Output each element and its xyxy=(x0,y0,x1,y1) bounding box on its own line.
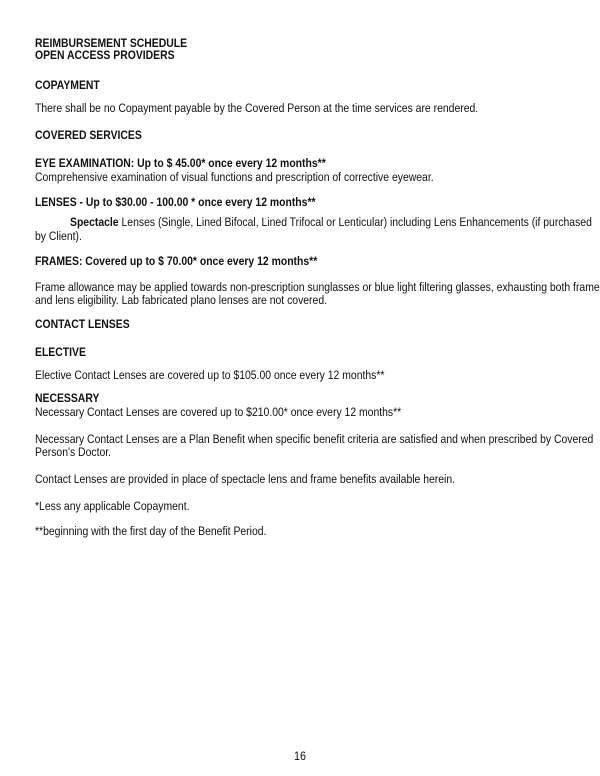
eye-exam-text: Comprehensive examination of visual functions and prescription of corrective eyewear. xyxy=(35,170,434,184)
eye-exam-heading: EYE EXAMINATION: Up to $ 45.00* once every 12 months** xyxy=(35,156,326,170)
frames-text-line1: Frame allowance may be applied towards non-prescription sunglasses or blue light filtering glasses, exhausting both frame xyxy=(35,280,600,294)
lenses-bold-word: Spectacle xyxy=(70,215,119,229)
necessary-heading: NECESSARY xyxy=(35,391,100,405)
lenses-text-line1: Lenses (Single, Lined Bifocal, Lined Trifocal or Lenticular) including Lens Enhancements (if purchased xyxy=(118,215,592,229)
footnote-single: *Less any applicable Copayment. xyxy=(35,499,190,513)
frames-text-line2: and lens eligibility. Lab fabricated plano lenses are not covered. xyxy=(35,293,328,307)
elective-heading: ELECTIVE xyxy=(35,345,86,359)
lenses-text-line2: by Client). xyxy=(35,229,82,243)
frames-heading: FRAMES: Covered up to $ 70.00* once every 12 months** xyxy=(35,254,318,268)
necessary-note-line1: Necessary Contact Lenses are a Plan Benefit when specific benefit criteria are satisfied and when prescribed by Covered xyxy=(35,432,594,446)
necessary-text: Necessary Contact Lenses are covered up to $210.00* once every 12 months** xyxy=(35,405,402,419)
footnote-double: **beginning with the first day of the Benefit Period. xyxy=(35,524,267,538)
in-place-note: Contact Lenses are provided in place of spectacle lens and frame benefits available herein. xyxy=(35,472,456,486)
covered-services-heading: COVERED SERVICES xyxy=(35,128,142,142)
copayment-text: There shall be no Copayment payable by the Covered Person at the time services are rendered. xyxy=(35,101,479,115)
lenses-text xyxy=(70,215,592,229)
lenses-heading: LENSES - Up to $30.00 - 100.00 * once every 12 months** xyxy=(35,195,316,209)
page-number: 16 xyxy=(293,749,307,763)
copayment-heading: COPAYMENT xyxy=(35,78,100,92)
contact-lenses-heading: CONTACT LENSES xyxy=(35,317,130,331)
document-subtitle: OPEN ACCESS PROVIDERS xyxy=(35,48,175,62)
elective-text: Elective Contact Lenses are covered up to $105.00 once every 12 months** xyxy=(35,368,385,382)
necessary-note-line2: Person's Doctor. xyxy=(35,445,112,459)
document-title: REIMBURSEMENT SCHEDULE xyxy=(35,36,188,50)
